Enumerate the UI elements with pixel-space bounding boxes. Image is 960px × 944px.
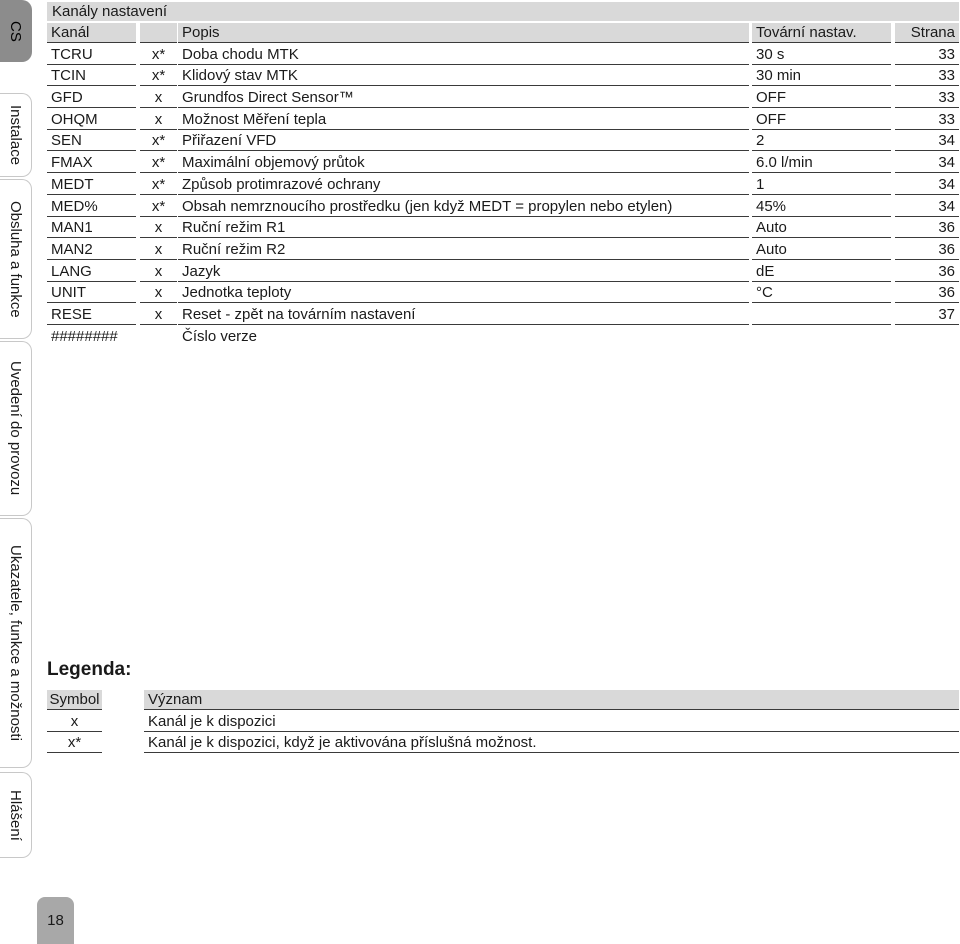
cell-factory: dE xyxy=(752,262,891,282)
legend-row xyxy=(47,712,955,734)
cell-page: 37 xyxy=(895,305,959,325)
legend-table xyxy=(47,690,955,755)
cell-factory xyxy=(752,305,891,325)
tab-obsluha-a-funkce[interactable] xyxy=(0,179,32,339)
tab-label: Obsluha a funkce xyxy=(7,200,24,318)
cell-description: Číslo verze xyxy=(182,327,258,345)
cell-description: Ruční režim R2 xyxy=(178,240,749,260)
cell-description: Možnost Měření tepla xyxy=(178,110,749,130)
cell-flag: x* xyxy=(140,197,177,217)
cell-page: 34 xyxy=(895,197,959,217)
cell-description: Grundfos Direct Sensor™ xyxy=(178,88,749,108)
cell-factory: Auto xyxy=(752,240,891,260)
cell-page: 34 xyxy=(895,175,959,195)
cell-factory: 30 min xyxy=(752,66,891,86)
page-number: 18 xyxy=(37,897,74,944)
table-row xyxy=(47,110,959,132)
cell-page: 36 xyxy=(895,218,959,238)
legend-header-symbol: Symbol xyxy=(47,690,102,710)
cell-description: Jednotka teploty xyxy=(178,283,749,303)
tab-cs[interactable] xyxy=(0,0,32,62)
tab-label: Ukazatele, funkce a možnosti xyxy=(7,545,24,741)
tab-uvedeni-do-provozu[interactable] xyxy=(0,341,32,516)
cell-channel: MAN2 xyxy=(47,240,136,260)
cell-channel: LANG xyxy=(47,262,136,282)
cell-channel: SEN xyxy=(47,131,136,151)
cell-channel: MAN1 xyxy=(47,218,136,238)
header-channel: Kanál xyxy=(47,23,136,43)
cell-factory: OFF xyxy=(752,110,891,130)
cell-factory: °C xyxy=(752,283,891,303)
cell-factory: Auto xyxy=(752,218,891,238)
table-row xyxy=(47,175,959,197)
table-row xyxy=(47,88,959,110)
table-row xyxy=(47,197,959,219)
legend-symbol: x* xyxy=(47,733,102,753)
cell-channel: ######## xyxy=(51,327,118,345)
cell-description: Obsah nemrznoucího prostředku (jen když MEDT = propylen nebo etylen) xyxy=(178,197,749,217)
table-row xyxy=(47,283,959,305)
cell-channel: RESE xyxy=(47,305,136,325)
table-row xyxy=(47,240,959,262)
cell-description: Jazyk xyxy=(178,262,749,282)
table-row xyxy=(47,153,959,175)
table-header-row xyxy=(47,23,959,45)
cell-description: Doba chodu MTK xyxy=(178,45,749,65)
tab-label: Instalace xyxy=(7,104,24,166)
table-row xyxy=(47,131,959,153)
header-flag xyxy=(140,23,177,43)
header-description: Popis xyxy=(178,23,749,43)
cell-flag: x* xyxy=(140,131,177,151)
cell-channel: MED% xyxy=(47,197,136,217)
table-row xyxy=(47,218,959,240)
cell-description: Maximální objemový průtok xyxy=(178,153,749,173)
cell-channel: MEDT xyxy=(47,175,136,195)
cell-page: 34 xyxy=(895,153,959,173)
cell-flag: x xyxy=(140,283,177,303)
legend-header-meaning: Význam xyxy=(144,690,959,710)
cell-flag: x xyxy=(140,218,177,238)
cell-factory: 45% xyxy=(752,197,891,217)
cell-flag: x xyxy=(140,240,177,260)
cell-page: 36 xyxy=(895,283,959,303)
legend-title: Legenda: xyxy=(47,659,132,680)
table-row-version xyxy=(47,327,959,349)
cell-factory: 2 xyxy=(752,131,891,151)
settings-table xyxy=(47,2,959,348)
cell-page: 36 xyxy=(895,240,959,260)
cell-description: Reset - zpět na továrním nastavení xyxy=(178,305,749,325)
cell-channel: FMAX xyxy=(47,153,136,173)
legend-symbol: x xyxy=(47,712,102,732)
cell-page: 33 xyxy=(895,88,959,108)
cell-channel: UNIT xyxy=(47,283,136,303)
cell-description: Přiřazení VFD xyxy=(178,131,749,151)
cell-page: 33 xyxy=(895,110,959,130)
cell-channel: OHQM xyxy=(47,110,136,130)
cell-description: Klidový stav MTK xyxy=(178,66,749,86)
header-factory: Tovární nastav. xyxy=(752,23,891,43)
legend-row xyxy=(47,733,955,755)
table-row xyxy=(47,305,959,327)
table-row xyxy=(47,262,959,284)
table-row xyxy=(47,45,959,67)
tab-label: Hlášení xyxy=(7,789,24,841)
tab-instalace[interactable] xyxy=(0,93,32,177)
table-title: Kanály nastavení xyxy=(47,2,959,23)
cell-factory: 30 s xyxy=(752,45,891,65)
cell-factory: 1 xyxy=(752,175,891,195)
cell-channel: TCIN xyxy=(47,66,136,86)
cell-channel: GFD xyxy=(47,88,136,108)
cell-description: Ruční režim R1 xyxy=(178,218,749,238)
legend-header-row xyxy=(47,690,955,712)
cell-factory: OFF xyxy=(752,88,891,108)
tab-ukazatele-funkce-a-moznosti[interactable] xyxy=(0,518,32,768)
cell-channel: TCRU xyxy=(47,45,136,65)
cell-page: 33 xyxy=(895,66,959,86)
cell-flag: x* xyxy=(140,175,177,195)
cell-page: 34 xyxy=(895,131,959,151)
cell-flag: x xyxy=(140,110,177,130)
cell-flag: x* xyxy=(140,66,177,86)
cell-flag: x xyxy=(140,305,177,325)
tab-label: Uvedení do provozu xyxy=(7,361,24,496)
cell-flag: x xyxy=(140,88,177,108)
cell-page: 36 xyxy=(895,262,959,282)
legend-meaning: Kanál je k dispozici xyxy=(144,712,959,732)
cell-flag: x xyxy=(140,262,177,282)
cell-page: 33 xyxy=(895,45,959,65)
cell-factory: 6.0 l/min xyxy=(752,153,891,173)
header-page: Strana xyxy=(895,23,959,43)
legend-meaning: Kanál je k dispozici, když je aktivována příslušná možnost. xyxy=(144,733,959,753)
cell-flag: x* xyxy=(140,45,177,65)
cell-flag: x* xyxy=(140,153,177,173)
tab-label: CS xyxy=(7,20,24,42)
cell-description: Způsob protimrazové ochrany xyxy=(178,175,749,195)
tab-hlaseni[interactable] xyxy=(0,772,32,858)
table-row xyxy=(47,66,959,88)
